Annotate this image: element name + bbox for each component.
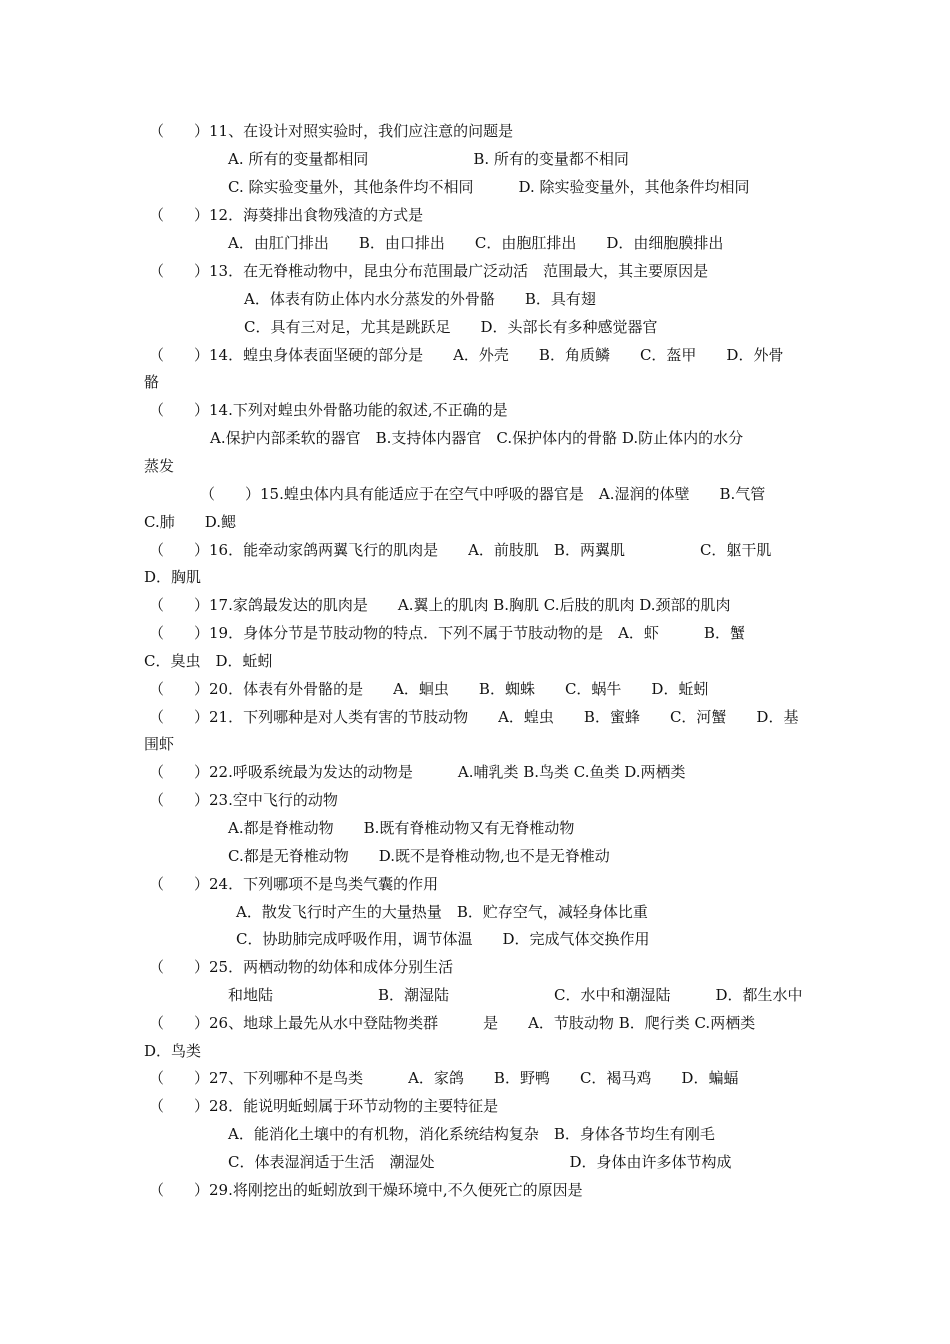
question-22: （ ）22.呼吸系统最为发达的动物是 A.哺乳类 B.鸟类 C.鱼类 D.两栖类 [149, 763, 686, 781]
question-12: （ ）12．海葵排出食物残渣的方式是 [149, 206, 424, 224]
question-11: （ ）11、在设计对照实验时，我们应注意的问题是 [149, 122, 514, 140]
q19-options-cont: C．臭虫 D．蚯蚓 [144, 652, 273, 670]
q25-options: 和地陆 B．潮湿陆 C．水中和潮湿陆 D．都生水中 [228, 986, 803, 1004]
q12-options: A．由肛门排出 B．由口排出 C．由胞肛排出 D．由细胞膜排出 [228, 234, 724, 252]
question-28: （ ）28．能说明蚯蚓属于环节动物的主要特征是 [149, 1097, 499, 1115]
question-20: （ ）20．体表有外骨骼的是 A．蛔虫 B．蜘蛛 C．蜗牛 D．蚯蚓 [149, 680, 709, 698]
question-16: （ ）16．能牵动家鸽两翼飞行的肌肉是 A．前肢肌 B．两翼肌 C．躯干肌 [149, 541, 772, 559]
q23-options-cd: C.都是无脊椎动物 D.既不是脊椎动物,也不是无脊椎动 [228, 847, 610, 865]
question-15: （ ）15.蝗虫体内具有能适应于在空气中呼吸的器官是 A.湿润的体壁 B.气管 [200, 485, 766, 503]
question-14a-cont: 骼 [144, 373, 160, 391]
question-26: （ ）26、地球上最先从水中登陆物类群 是 A．节肢动物 B．爬行类 C.两栖类 [149, 1014, 756, 1032]
q14b-options-cont: 蒸发 [144, 457, 175, 475]
q13-options-cd: C．具有三对足，尤其是跳跃足 D．头部长有多种感觉器官 [244, 318, 658, 336]
q23-options-ab: A.都是脊椎动物 B.既有脊椎动物又有无脊椎动物 [228, 819, 575, 837]
q28-options-cd: C．体表湿润适于生活 潮湿处 D．身体由许多体节构成 [228, 1153, 732, 1171]
q16-options-cont: D．胸肌 [144, 568, 202, 586]
question-29: （ ）29.将刚挖出的蚯蚓放到干燥环境中,不久便死亡的原因是 [149, 1181, 583, 1199]
q28-options-ab: A．能消化土壤中的有机物，消化系统结构复杂 B．身体各节均生有刚毛 [228, 1125, 715, 1143]
question-23: （ ）23.空中飞行的动物 [149, 791, 338, 809]
question-19: （ ）19．身体分节是节肢动物的特点．下列不属于节肢动物的是 A．虾 B．蟹 [149, 624, 745, 642]
question-24: （ ）24．下列哪项不是鸟类气囊的作用 [149, 875, 439, 893]
q11-options-cd: C. 除实验变量外，其他条件均不相同 D. 除实验变量外，其他条件均相同 [228, 178, 750, 196]
q11-options-ab: A. 所有的变量都相同 B. 所有的变量都不相同 [228, 150, 629, 168]
q15-options-cont: C.肺 D.鳃 [144, 513, 236, 531]
question-13: （ ）13．在无脊椎动物中，昆虫分布范围最广泛动活 范围最大，其主要原因是 [149, 262, 709, 280]
q14b-options: A.保护内部柔软的器官 B.支持体内器官 C.保护体内的骨骼 D.防止体内的水分 [210, 429, 744, 447]
question-21: （ ）21．下列哪种是对人类有害的节肢动物 A．蝗虫 B．蜜蜂 C．河蟹 D．基 [149, 708, 799, 726]
question-27: （ ）27、下列哪种不是鸟类 A．家鸽 B．野鸭 C．褐马鸡 D．蝙蝠 [149, 1069, 739, 1087]
q21-options-cont: 围虾 [144, 735, 175, 753]
question-14b: （ ）14.下列对蝗虫外骨骼功能的叙述,不正确的是 [149, 401, 508, 419]
q13-options-ab: A．体表有防止体内水分蒸发的外骨骼 B．具有翅 [244, 290, 596, 308]
q26-options-cont: D．鸟类 [144, 1042, 202, 1060]
q24-options-ab: A．散发飞行时产生的大量热量 B．贮存空气，减轻身体比重 [236, 903, 648, 921]
question-17: （ ）17.家鸽最发达的肌肉是 A.翼上的肌肉 B.胸肌 C.后肢的肌肉 D.颈部的肌肉 [149, 596, 731, 614]
question-25: （ ）25．两栖动物的幼体和成体分别生活 [149, 958, 454, 976]
q24-options-cd: C．协助肺完成呼吸作用，调节体温 D．完成气体交换作用 [236, 930, 650, 948]
question-14a: （ ）14．蝗虫身体表面坚硬的部分是 A．外壳 B．角质鳞 C．盔甲 D．外骨 [149, 346, 784, 364]
